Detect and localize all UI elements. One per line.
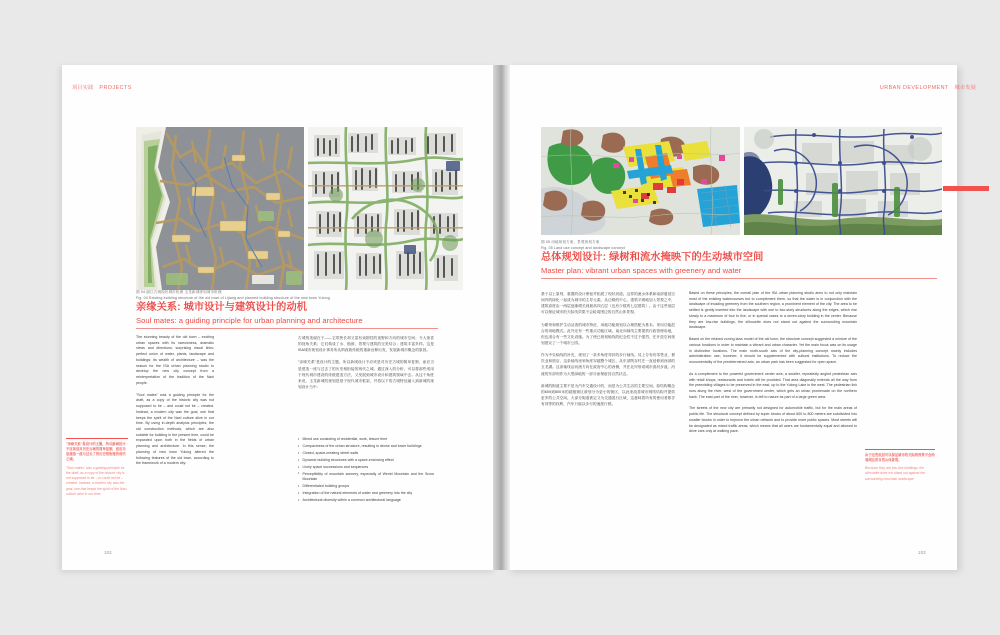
running-head-left — [72, 84, 132, 91]
right-en-para-2: Based on the relaxed zoning laws model of the old town, the structure concept suggested a mixture of the various functions in order to maintain a vibrant and urban character. Yet the main focus was on its usage in distinctive locations. The main north-south axis of the city-planning concept mainly includes administration use; however, it should be supplemented with cultural institutions. To reduce the monumentality of the predetermined axis, an urban park has been suggested for open space. — [689, 337, 857, 365]
pull-quote-right — [865, 449, 935, 482]
right-en-para-1: Based on these principles, the overall plan of the ISA urban planning studio aims to not only maintain most of the existing watercourses but to complement them, so that the water is in conjunction with the landscape of invading greenery from the southern region, a prominent element of the city. The area to be settled is gently inserted into the landscape with one to two-story structures along the edges, which rise slowly to a maximum of four to five, or in special cases to a seven-story building in the center. Because they are low-rise buildings, the silhouette does not stand out against the surrounding mountain landscape. — [689, 291, 857, 330]
figure-04-caption-en: Fig. 04 Existing building structure of the old town of Lijiang and planned building structure of the new town Yulong — [136, 295, 330, 300]
running-head-right-en: URBAN DEVELOPMENT — [879, 85, 949, 91]
pull-quote-left — [66, 438, 128, 497]
list-item: • Perceptibility of mountain scenery, especially of Wenbi Mountain and the Snow Mountain — [298, 472, 434, 483]
pull-quote-right-en: Because they are low-rise buildings, the silhouette does not stand out against the surrounding mountain landscape. — [865, 466, 926, 481]
right-cn-para-3: 作为中央轴线的补充，规划了一条多角度弯折的步行轴线。其上分布有零售业、餐饮业和旅店，这条轴线里斜角度穿越整个城区，从东部既存村庄一直延伸到西部的玉龙湖。这条轴线沿河流方向在政府中心的西侧，并在北岸形成城市滨河步道。河流的东部则作为大型绿地的一部分而保留其自然状态。 — [541, 353, 675, 376]
pull-quote-right-rule — [865, 449, 935, 450]
right-cn-para-2: 为繁荣和维护生动活泼的城市特征，用地功能规划以合理搭配为基本。采用功能混合的用地模式。此外还有一些重点功能区域。南北向轴线主要提供行政管理用地，但也适合有一些文化设施。为了使已规划轴线的纪念性不过于强烈，在开放空间规划建议了一个城市公园。 — [541, 322, 675, 345]
map-land-use-concept — [541, 127, 740, 235]
pull-quote-left-rule — [66, 438, 128, 439]
figure-05-caption — [541, 240, 625, 251]
section-heading-right — [541, 252, 937, 279]
figure-04-caption — [136, 290, 330, 301]
section-left-title-cn: 亲缘关系: 城市设计与建筑设计的动机 — [136, 302, 308, 313]
section-right-title-en: Master plan: vibrant urban spaces with greenery and water — [541, 265, 742, 275]
running-head-right — [880, 84, 976, 91]
section-heading-left — [136, 302, 438, 329]
folio-right: 103 — [918, 550, 926, 555]
left-body-chinese — [298, 335, 434, 396]
edge-accent-tab — [943, 186, 989, 191]
spread-gutter — [493, 65, 510, 570]
folio-left: 102 — [104, 550, 112, 555]
pull-quote-left-en: "Soul mates" was a guiding principle for the draft, as a copy of the historic city is not supposed to be – or could not be – created. Instead, a modern city was the goal, one that keeps the spirit of the Naxi culture alive in our time. — [66, 465, 127, 496]
section-right-rule — [541, 278, 937, 279]
left-body-english-col1 — [136, 335, 214, 473]
figure-05-caption-en: Fig. 05 Land use concept and landscape concept — [541, 245, 625, 250]
right-en-para-3: As a complement to the powerful government center axis, a smaller, repeatedly angled pedestrian axis with retail shops, restaurants and hotels will be provided. That area diagonally extends all the way from the preexisting villages to be preserved in the east, up to the Yulong Lake in the west. The pedestrian link runs along the river, west of the government center, which gets an urban promenade on the northern bank. The east part of the river, however, is left to nature as part of a large green area. — [689, 371, 857, 399]
right-en-para-4: The streets of the new city are primarily not designed for automobile traffic, but for the main areas of public life. The structural concept defined by super blocks of about 600 to 800 meters are subdivided into smaller blocks in order to improve the urban network and to provide more public spaces. Most streets will be designated as mixed traffic areas, which means that all users are fundamentally equal and allowed to drive cars only at walking pace. — [689, 406, 857, 434]
left-cn-para-1: 古城的美丽在于——它带狭长却又富有戏剧性的视野和方向的城市空间；令人惊喜的视角关系；它们构成了水、植被、景观与建筑的完美结合；建筑丰富多样。这是ISA城市规划设计事务所从纳西族传统的重新诠释出发，发展新城市概念的原因。 — [298, 336, 434, 353]
list-item: • Integration of the natural elements of water and greenery into the city — [298, 491, 434, 497]
right-body-chinese — [541, 291, 675, 413]
left-body-english-bullets — [298, 437, 434, 505]
left-en-para-1: The stunning beauty of the old town – exciting urban spaces with its narrowness, dramatic views and directions; surprising visual links; perfect union of water, plants, landscape and buildings; its wealth of architecture – was the reason for the ISA urban planning studio to develop the new city concept from a reinterpretation of the tradition of the Naxi people. — [136, 335, 214, 385]
right-cn-para-1: 基于以上原则，重置的设计保留并拓展了现状河道。这样的流水体系和南部蔓延空间内的绿化一起成为城市的主导元素。从边缘的中心，建筑平缓地加入景观之中，建筑高度由一两层逐渐增长到最高四五层（也有少数的七层建筑）。由于这些低层可以保证城市的天际线效果不会给周围边的自然山体景观。 — [541, 292, 675, 315]
figure-04-caption-cn: 图 04 丽江古城现状城市机理 玉龙新城规划城市机理 — [136, 290, 222, 294]
section-right-title-cn: 总体规划设计: 绿树和流水掩映下的生动城市空间 — [541, 252, 764, 263]
running-head-left-en: PROJECTS — [99, 85, 132, 91]
list-item: • Differentiated building groups — [298, 484, 434, 490]
list-item: • Mixed use consisting of residential, work, leisure time — [298, 437, 434, 443]
left-english-bullet-list — [298, 437, 434, 504]
section-left-title-en: Soul mates: a guiding principle for urban planning and architecture — [136, 315, 363, 325]
map-landscape-concept — [744, 127, 942, 235]
list-item: • Lively space successions and sequences — [298, 465, 434, 471]
map-new-town-yulong — [308, 127, 463, 290]
list-item: • Closed, space-creating street walls — [298, 451, 434, 457]
section-left-rule — [136, 328, 438, 329]
right-body-english — [689, 291, 857, 441]
pull-quote-left-cn: "亲缘关系"是设计的主题，所以新城设计不应该是对历史古城的简单复制，而应当是建造一座与过去了的历史相衔接的现代之城。 — [66, 441, 126, 462]
list-item: • Compactness of the urban structure, resulting in dense and lower buildings — [298, 444, 434, 450]
running-head-left-cn: 项目实践 — [72, 85, 94, 91]
pull-quote-right-cn: 由于这些低层可以保证城市的天际线效果不会给周围边的自然山体景观。 — [865, 452, 935, 462]
figure-05 — [541, 127, 942, 235]
running-head-right-cn: 城市发展 — [954, 85, 976, 91]
left-cn-para-2: "亲缘关系"是设计的主题，所以新城设计不应该是对历史古城的简单复制，而应当是建造一座与过去了的历史相衔接的现代之城。通过深入的分析，可以将那些适用于现代城市建设的传统建造方法，又发展到城市设计和建筑领域中去。从这个角度来说，玉龙新城的规划是基于现代城市框架，并将以下的古城特征融入到新城的规划设计当中： — [298, 360, 434, 389]
figure-05-caption-cn: 图 05 用地规划方案；景观规划方案 — [541, 240, 600, 244]
list-item: • Architectural diversity within a common architectural language — [298, 498, 434, 504]
right-cn-para-4: 新城的街道主要不是为汽车交通设计的，而是为公共生活的主要空间。原结构概念的600到800米的超级街区被划分为更小的街区，以此来改善城市网络结构并提供更多的公共空间。大部分街道被定义为交通混行区域，这意味着所有的使用者都享有同等的权利，汽车只能以步行的速度行驶。 — [541, 383, 675, 407]
figure-04 — [136, 127, 463, 290]
list-item: • Dynamic building structures with a space-enclosing effect — [298, 458, 434, 464]
map-old-town-lijiang — [136, 127, 304, 290]
left-en-para-2: "Soul mates" was a guiding principle for the draft, as a copy of the historic city was not supposed to be – and could not be – created. Instead, a modern city was the goal, one that keeps the spirit of the Naxi culture alive in our time. By using in-depth analysis principles, the old construction methods, which are also suitable for building in the present time, could be expanded upon both in the fields of urban planning and architecture. In this sense, the planning of new town Yulong altered the following features of the old town, according to the framework of a modern city: — [136, 392, 214, 466]
